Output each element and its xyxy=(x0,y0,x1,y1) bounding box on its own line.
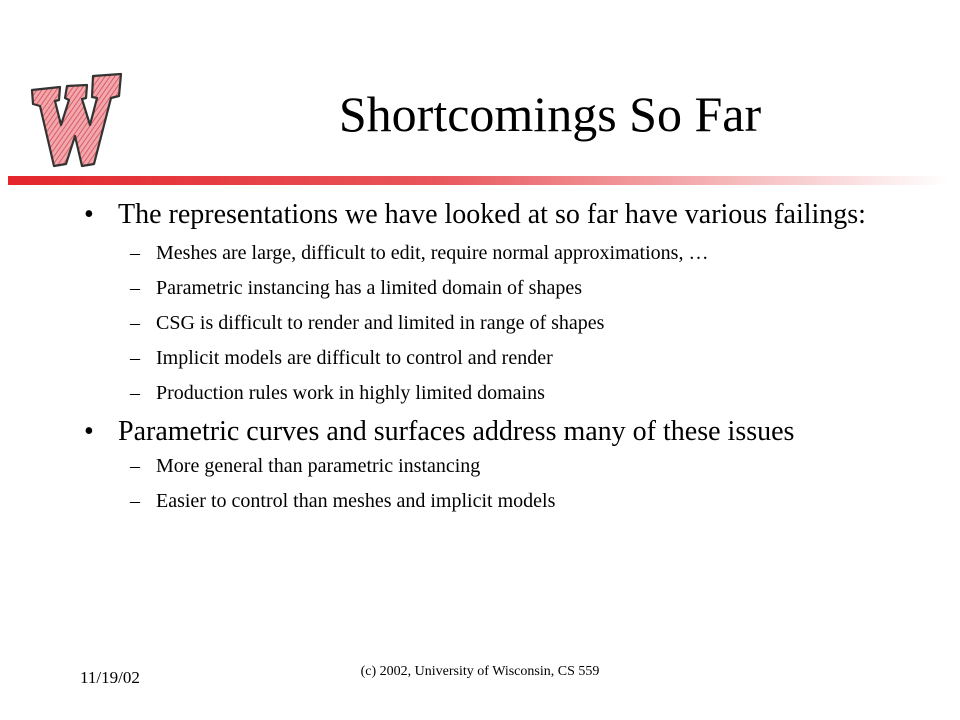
sub-list xyxy=(130,240,894,407)
dash-glyph: – xyxy=(130,312,140,334)
sub-item-text: Meshes are large, difficult to edit, require normal approximations, … xyxy=(156,242,709,264)
footer-credit: (c) 2002, University of Wisconsin, CS 559 xyxy=(360,664,600,679)
sub-item-text: Production rules work in highly limited domains xyxy=(156,382,545,404)
sub-item-text: Implicit models are difficult to control and render xyxy=(156,347,553,369)
sub-item xyxy=(130,310,894,337)
dash-glyph: – xyxy=(130,382,140,404)
dash-glyph: – xyxy=(130,347,140,369)
dash-glyph: – xyxy=(130,242,140,264)
sub-item xyxy=(130,488,894,515)
slide-title: Shortcomings So Far xyxy=(338,86,762,142)
bullet-text: The representations we have looked at so far have various failings: xyxy=(118,199,866,230)
sub-item-text: CSG is difficult to render and limited in range of shapes xyxy=(156,312,605,334)
bullet-item xyxy=(84,415,894,449)
dash-glyph: – xyxy=(130,277,140,299)
sub-item-text: More general than parametric instancing xyxy=(156,455,481,477)
wisconsin-w-logo-icon xyxy=(26,70,126,170)
footer-date: 11/19/02 xyxy=(80,668,140,687)
sub-item xyxy=(130,453,894,480)
sub-item xyxy=(130,380,894,407)
sub-item xyxy=(130,240,894,267)
dash-glyph: – xyxy=(130,490,140,512)
sub-item-text: Easier to control than meshes and implicit models xyxy=(156,490,556,512)
title-divider xyxy=(8,176,948,185)
sub-list xyxy=(130,453,894,515)
sub-item xyxy=(130,345,894,372)
sub-item xyxy=(130,275,894,302)
bullet-glyph: • xyxy=(84,416,94,447)
sub-item-text: Parametric instancing has a limited domain of shapes xyxy=(156,277,582,299)
bullet-item xyxy=(84,198,894,232)
bullet-text: Parametric curves and surfaces address many of these issues xyxy=(118,416,795,447)
dash-glyph: – xyxy=(130,455,140,477)
bullet-glyph: • xyxy=(84,199,94,230)
slide-body xyxy=(84,198,894,523)
